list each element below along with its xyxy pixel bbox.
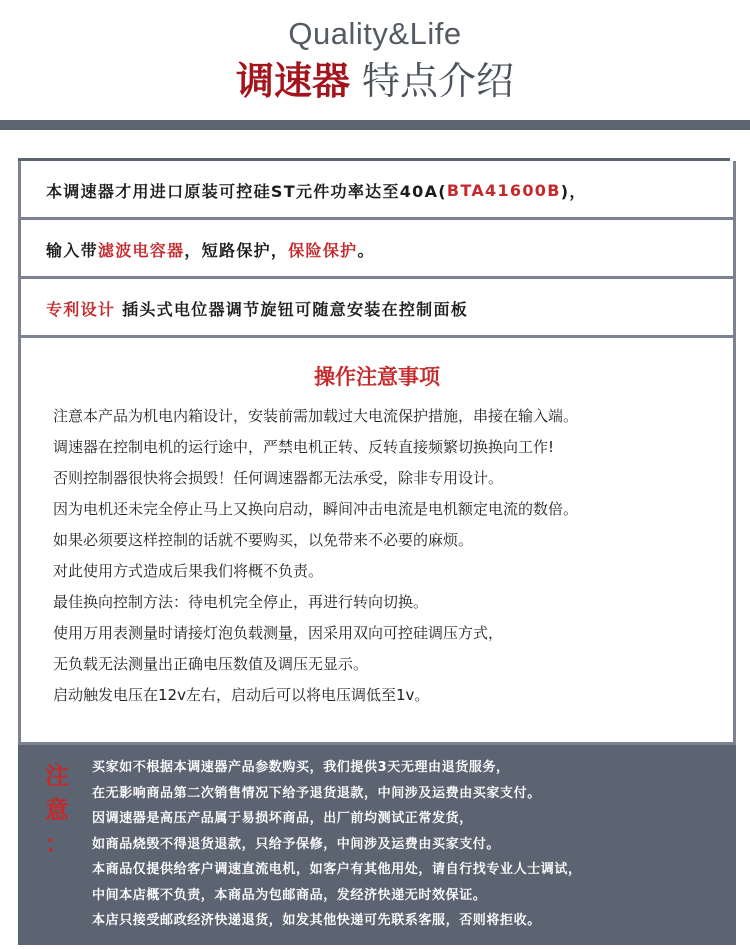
title-english: Quality&Life bbox=[288, 16, 462, 51]
feature-power-rating bbox=[21, 164, 733, 220]
feature-fuse-protection: 保险保护 bbox=[288, 241, 358, 260]
feature-filter-capacitor: 滤波电容器 bbox=[97, 241, 185, 260]
operation-notes-section bbox=[21, 341, 733, 745]
notice-panel bbox=[18, 745, 736, 945]
feature-frame bbox=[18, 161, 736, 745]
notice-label bbox=[40, 759, 74, 861]
page-header bbox=[0, 0, 750, 120]
operation-notes-title: 操作注意事项 bbox=[314, 365, 440, 389]
notice-list bbox=[92, 755, 732, 934]
feature-patent-label: 专利设计 bbox=[46, 300, 116, 319]
feature-power-suffix: )， bbox=[560, 182, 587, 201]
title-rest: 特点介绍 bbox=[362, 59, 515, 103]
operation-note-line: 对此使用方式造成后果我们将概不负责。 bbox=[53, 562, 324, 580]
operation-note-line: 调速器在控制电机的运行途中，严禁电机正转、反转直接频繁切换换向工作! bbox=[53, 438, 555, 456]
operation-note-line: 否则控制器很快将会损毁！任何调速器都无法承受，除非专用设计。 bbox=[53, 469, 504, 487]
feature-protection bbox=[21, 223, 733, 279]
notice-line: 买家如不根据本调速器产品参数购买，我们提供3天无理由退货服务， bbox=[92, 760, 510, 775]
header-divider-bar bbox=[0, 120, 750, 130]
feature-patent bbox=[21, 282, 733, 338]
operation-note-line: 因为电机还未完全停止马上又换向启动，瞬间冲击电流是电机额定电流的数倍。 bbox=[53, 500, 579, 518]
notice-line: 因调速器是高压产品属于易损坏商品，出厂前均测试正常发货， bbox=[92, 811, 473, 826]
operation-note-line: 无负载无法测量出正确电压数值及调压无显示。 bbox=[53, 655, 369, 673]
title-chinese bbox=[0, 56, 750, 106]
feature-model-number: BTA41600B bbox=[446, 181, 561, 200]
operation-note-line: 使用万用表测量时请接灯泡负载测量，因采用双向可控硅调压方式， bbox=[53, 624, 504, 642]
notice-label-char: 注 bbox=[45, 762, 69, 790]
notice-line: 如商品烧毁不得退货退款，只给予保修，中间涉及运费由买家支付。 bbox=[92, 836, 501, 852]
operation-note-line: 启动触发电压在12v左右，启动后可以将电压调低至1v。 bbox=[53, 686, 430, 704]
feature-protection-middle: ，短路保护， bbox=[184, 241, 289, 260]
notice-label-char: ： bbox=[45, 830, 69, 858]
notice-line: 本店只接受邮政经济快递退货，如发其他快递可先联系客服，否则将拒收。 bbox=[92, 913, 541, 928]
notice-line: 本商品仅提供给客户调速直流电机，如客户有其他用处，请自行找专业人士调试， bbox=[92, 862, 582, 877]
notice-line: 在无影响商品第二次销售情况下给予退货退款，中间涉及运费由买家支付。 bbox=[92, 785, 541, 801]
feature-protection-prefix: 输入带 bbox=[46, 241, 98, 260]
operation-note-line: 最佳换向控制方法：待电机完全停止，再进行转向切换。 bbox=[53, 593, 429, 611]
title-accent: 调速器 bbox=[235, 59, 350, 103]
notice-label-char: 意 bbox=[45, 796, 69, 824]
feature-protection-suffix: 。 bbox=[357, 241, 375, 260]
operation-notes-list bbox=[53, 401, 713, 711]
operation-note-line: 如果必须要这样控制的话就不要购买，以免带来不必要的麻烦。 bbox=[53, 531, 474, 549]
operation-note-line: 注意本产品为机电内箱设计，安装前需加载过大电流保护措施，串接在输入端。 bbox=[53, 407, 579, 425]
feature-patent-text: 插头式电位器调节旋钮可随意安装在控制面板 bbox=[115, 300, 469, 319]
feature-power-text: 本调速器才用进口原装可控硅ST元件功率达至40A( bbox=[46, 182, 447, 201]
notice-line: 中间本店概不负责，本商品为包邮商品，发经济快递无时效保证。 bbox=[92, 887, 487, 903]
